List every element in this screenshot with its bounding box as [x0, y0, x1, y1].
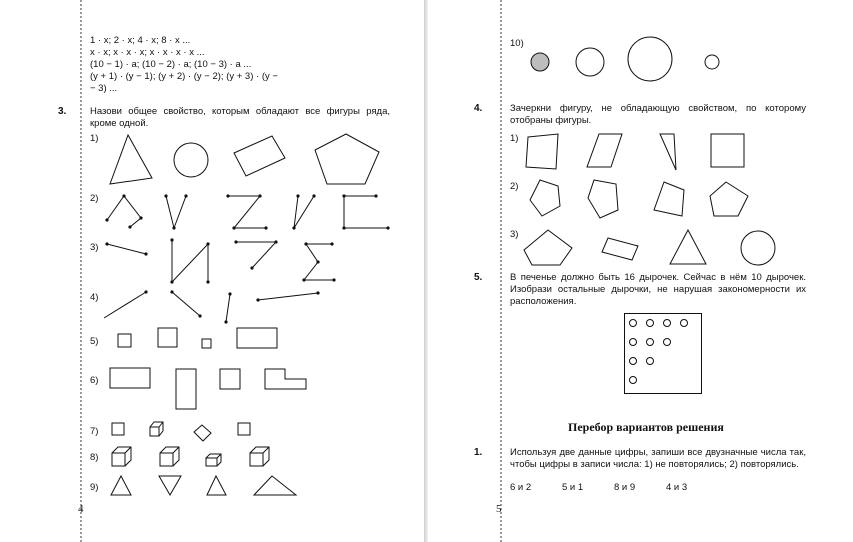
triangle-shape	[660, 134, 676, 170]
task3-row-label-2: 2)	[90, 193, 99, 204]
rectangle-shape	[110, 368, 150, 388]
task5-text: В печенье должно быть 16 дырочек. Сейчас в нём 10 дырочек. Изобрази остальные дырочки, не нарушая закономерности их расположения.	[510, 272, 806, 307]
expression-line-1: 1 · x; 2 · x; 4 · x; 8 · x ...	[90, 35, 191, 46]
square-shape	[118, 334, 131, 347]
square-shape	[202, 339, 211, 348]
broken-line-shape	[166, 196, 186, 228]
broken-line-shape	[172, 240, 208, 282]
z-line-shape	[228, 196, 266, 228]
cuboid-shape	[206, 458, 217, 466]
rectangle-shape	[176, 369, 196, 409]
task3-row-label-9: 9)	[90, 482, 99, 493]
triangle-shape	[159, 476, 181, 495]
task4-text: Зачеркни фигуру, не обладающую свойством, по которому отобраны фигуры.	[510, 103, 806, 126]
square-shape	[220, 369, 240, 389]
right-page-number: 5	[496, 503, 502, 515]
expression-line-2: x · x; x · x · x; x · x · x · x ...	[90, 47, 205, 58]
parallelogram-shape	[587, 134, 622, 167]
row10-label: 10)	[510, 38, 524, 49]
square-shape	[158, 328, 177, 347]
digit-pair-2: 5 и 1	[562, 482, 584, 493]
right-page	[428, 0, 853, 542]
pentagon-shape	[588, 180, 618, 218]
segment-shape	[107, 244, 146, 254]
task4-row-label-2: 2)	[510, 181, 519, 192]
square-shape	[711, 134, 744, 167]
task4-row-label-1: 1)	[510, 133, 519, 144]
task3-row-label-6: 6)	[90, 375, 99, 386]
square-shape	[112, 423, 124, 435]
cube-shape	[250, 453, 263, 466]
task3-row-label-5: 5)	[90, 336, 99, 347]
segment-shape	[258, 293, 318, 300]
segment-shape	[104, 292, 146, 318]
circle-shape	[705, 55, 719, 69]
task5-number: 5.	[474, 272, 483, 283]
cube-shape	[112, 453, 125, 466]
circle-shape	[628, 37, 672, 81]
rotated-square-shape	[194, 425, 211, 441]
quadrilateral-shape	[526, 134, 558, 169]
task4-row-label-3: 3)	[510, 229, 519, 240]
task1-number: 1.	[474, 447, 483, 458]
quadrilateral-shape	[654, 182, 684, 216]
task3-row-label-8: 8)	[90, 452, 99, 463]
triangle-shape	[670, 230, 706, 264]
expression-line-3: (10 − 1) · a; (10 − 2) · a; (10 − 3) · a ...	[90, 59, 252, 70]
expression-line-5: − 3) ...	[90, 83, 118, 94]
digit-pair-4: 4 и 3	[666, 482, 688, 493]
task3-figures	[0, 0, 424, 542]
cube-shape	[160, 453, 173, 466]
left-page-number: 4	[78, 503, 84, 515]
section-heading: Перебор вариантов решения	[568, 420, 724, 434]
task3-row-label-1: 1)	[90, 133, 99, 144]
segment-shape	[226, 294, 230, 322]
rectangle-shape	[602, 238, 638, 260]
pentagon-shape	[315, 134, 379, 184]
pentagon-shape	[710, 182, 748, 216]
segment-shape	[172, 292, 200, 316]
circle-shape	[174, 143, 208, 177]
triangle-shape	[111, 476, 131, 495]
l-shape	[265, 369, 306, 389]
expression-line-4: (y + 1) · (y − 1); (y + 2) · (y − 2); (y + 3) · (y −	[90, 71, 278, 82]
task3-row-label-3: 3)	[90, 242, 99, 253]
cube-shape	[150, 427, 159, 436]
task3-row-label-4: 4)	[90, 292, 99, 303]
triangle-shape	[207, 476, 226, 495]
pentagon-shape	[524, 230, 572, 265]
task3-text: Назови общее свойство, которым обладают все фигуры ряда, кроме одной.	[90, 106, 390, 129]
circle-shape	[576, 48, 604, 76]
task3-number: 3.	[58, 106, 67, 117]
broken-line-shape	[107, 196, 141, 227]
rectangle-shape	[234, 136, 285, 176]
broken-line-shape	[294, 196, 314, 228]
digit-pair-3: 8 и 9	[614, 482, 636, 493]
task4-figures	[428, 0, 853, 542]
triangle-shape	[254, 476, 296, 495]
task3-row-label-7: 7)	[90, 426, 99, 437]
left-page	[0, 0, 424, 542]
square-shape	[238, 423, 250, 435]
broken-line-shape	[344, 196, 388, 228]
circle-shape	[741, 231, 775, 265]
task1-text: Используя две данные цифры, запиши все двузначные числа так, чтобы цифры в записи числа: 1) не повторялись; 2) повторялись.	[510, 447, 806, 470]
triangle-shape	[110, 135, 152, 184]
broken-line-shape	[236, 242, 276, 268]
filled-circle-shape	[531, 53, 549, 71]
task4-number: 4.	[474, 103, 483, 114]
digit-pair-1: 6 и 2	[510, 482, 532, 493]
pentagon-shape	[530, 180, 560, 216]
rectangle-shape	[237, 328, 277, 348]
